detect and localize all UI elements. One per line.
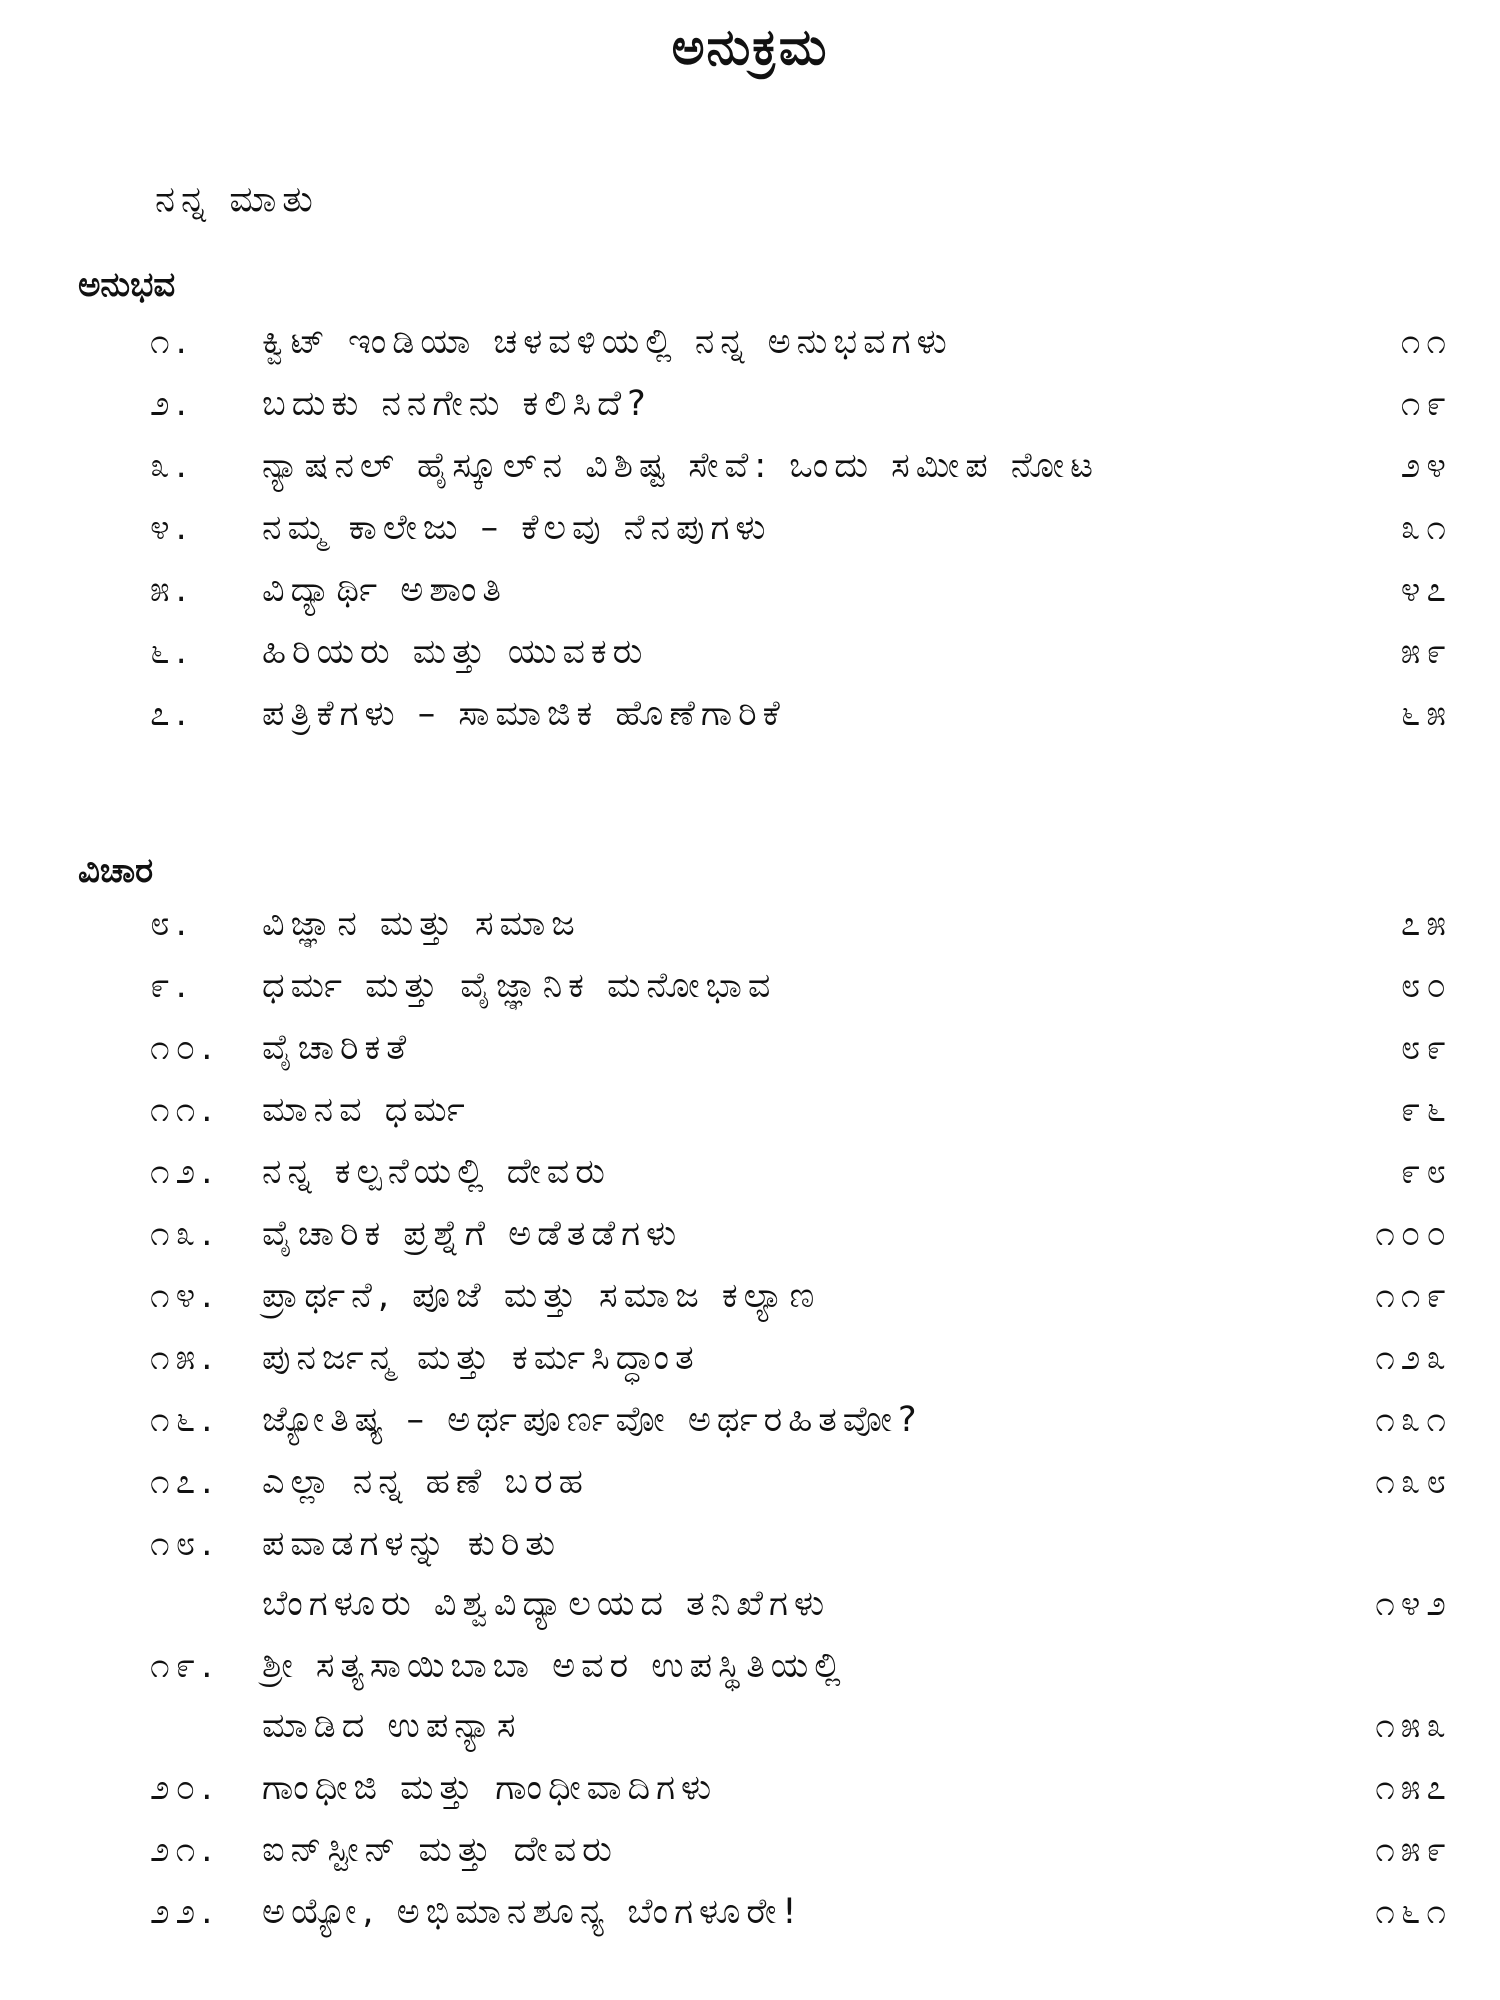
entry-page: ೩೧: [1400, 508, 1452, 548]
entry-number: ೧೯.: [150, 1646, 219, 1686]
entry-number: ೨.: [150, 384, 193, 424]
entry-number: ೧೧.: [150, 1090, 219, 1130]
entry-title: ವೈಚಾರಿಕತೆ: [262, 1028, 413, 1068]
entry-number: ೧೪.: [150, 1276, 219, 1316]
entry-page: ೧೫೯: [1375, 1830, 1452, 1870]
entry-title: ವೈಚಾರಿಕ ಪ್ರಶ್ನೆಗೆ ಅಡೆತಡೆಗಳು: [262, 1214, 683, 1254]
entry-title: ಮಾನವ ಧರ್ಮ: [262, 1090, 471, 1130]
entry-number: ೪.: [150, 508, 193, 548]
page-title: ಅನುಕ್ರಮ: [671, 18, 829, 76]
entry-page: ೯೬: [1400, 1090, 1452, 1130]
entry-title-continued: ಮಾಡಿದ ಉಪನ್ಯಾಸ: [262, 1706, 522, 1746]
entry-number: ೧೮.: [150, 1524, 219, 1564]
entry-page: ೧೩೮: [1375, 1462, 1452, 1502]
entry-page: ೬೫: [1400, 694, 1452, 734]
entry-title: ಜ್ಯೋತಿಷ್ಯ – ಅರ್ಥಪೂರ್ಣವೋ ಅರ್ಥರಹಿತವೋ?: [262, 1400, 923, 1440]
entry-number: ೧.: [150, 322, 193, 362]
entry-title: ಪುನರ್ಜನ್ಮ ಮತ್ತು ಕರ್ಮಸಿದ್ಧಾಂತ: [262, 1338, 700, 1378]
entry-title: ನನ್ನ ಕಲ್ಪನೆಯಲ್ಲಿ ದೇವರು: [262, 1152, 611, 1192]
entry-title: ನ್ಯಾಷನಲ್ ಹೈಸ್ಕೂಲ್‌ನ ವಿಶಿಷ್ಟ ಸೇವೆ: ಒಂದು ಸಮೀಪ ನೋಟ: [262, 446, 1099, 486]
entry-page: ೪೭: [1400, 570, 1452, 610]
entry-number: ೨೧.: [150, 1830, 219, 1870]
entry-page: ೧೫೭: [1375, 1768, 1452, 1808]
entry-number: ೯.: [150, 966, 193, 1006]
entry-title: ಧರ್ಮ ಮತ್ತು ವೈಜ್ಞಾನಿಕ ಮನೋಭಾವ: [262, 966, 777, 1006]
entry-number: ೧೨.: [150, 1152, 219, 1192]
entry-title: ಪತ್ರಿಕೆಗಳು – ಸಾಮಾಜಿಕ ಹೊಣೆಗಾರಿಕೆ: [262, 694, 786, 734]
entry-page: ೮೯: [1400, 1028, 1452, 1068]
preface-entry: ನನ್ನ ಮಾತು: [155, 179, 319, 220]
entry-title: ವಿದ್ಯಾರ್ಥಿ ಅಶಾಂತಿ: [262, 570, 507, 610]
entry-number: ೨೦.: [150, 1768, 219, 1808]
entry-number: ೮.: [150, 904, 193, 944]
entry-number: ೩.: [150, 446, 193, 486]
entry-page: ೧೧: [1400, 322, 1452, 362]
entry-page: ೨೪: [1400, 446, 1452, 486]
entry-page: ೯೮: [1400, 1152, 1452, 1192]
entry-title-continued: ಬೆಂಗಳೂರು ವಿಶ್ವವಿದ್ಯಾಲಯದ ತನಿಖೆಗಳು: [262, 1584, 831, 1624]
entry-page: ೧೧೯: [1375, 1276, 1452, 1316]
entry-page: ೧೩೧: [1375, 1400, 1452, 1440]
entry-title: ಎಲ್ಲಾ ನನ್ನ ಹಣೆ ಬರಹ: [262, 1462, 589, 1502]
section-heading-vichara: ವಿಚಾರ: [78, 851, 154, 891]
entry-page: ೧೪೨: [1375, 1584, 1452, 1624]
entry-title: ಹಿರಿಯರು ಮತ್ತು ಯುವಕರು: [262, 632, 649, 672]
entry-number: ೭.: [150, 694, 193, 734]
entry-number: ೨೨.: [150, 1892, 219, 1932]
entry-number: ೧೭.: [150, 1462, 219, 1502]
entry-page: ೧೫೩: [1375, 1706, 1452, 1746]
entry-title: ವಿಜ್ಞಾನ ಮತ್ತು ಸಮಾಜ: [262, 904, 581, 944]
entry-number: ೬.: [150, 632, 193, 672]
entry-title: ಬದುಕು ನನಗೇನು ಕಲಿಸಿದೆ?: [262, 384, 652, 424]
entry-title: ಶ್ರೀ ಸತ್ಯಸಾಯಿಬಾಬಾ ಅವರ ಉಪಸ್ಥಿತಿಯಲ್ಲಿ: [262, 1646, 847, 1686]
entry-number: ೫.: [150, 570, 193, 610]
section-heading-anubhava: ಅನುಭವ: [78, 265, 176, 305]
entry-title: ನಮ್ಮ ಕಾಲೇಜು – ಕೆಲವು ನೆನಪುಗಳು: [262, 508, 772, 548]
entry-page: ೮೦: [1400, 966, 1452, 1006]
entry-number: ೧೩.: [150, 1214, 219, 1254]
entry-page: ೧೨೩: [1375, 1338, 1452, 1378]
entry-title: ಕ್ವಿಟ್ ಇಂಡಿಯಾ ಚಳವಳಿಯಲ್ಲಿ ನನ್ನ ಅನುಭವಗಳು: [262, 322, 953, 362]
entry-title: ಅಯ್ಯೋ, ಅಭಿಮಾನಶೂನ್ಯ ಬೆಂಗಳೂರೇ!: [262, 1892, 803, 1932]
entry-page: ೭೫: [1400, 904, 1452, 944]
entry-number: ೧೫.: [150, 1338, 219, 1378]
entry-title: ಗಾಂಧೀಜಿ ಮತ್ತು ಗಾಂಧೀವಾದಿಗಳು: [262, 1768, 718, 1808]
entry-title: ಐನ್‌ಸ್ಟೀನ್ ಮತ್ತು ದೇವರು: [262, 1830, 618, 1870]
entry-number: ೧೬.: [150, 1400, 219, 1440]
entry-page: ೧೦೦: [1375, 1214, 1452, 1254]
entry-number: ೧೦.: [150, 1028, 219, 1068]
entry-page: ೫೯: [1400, 632, 1452, 672]
entry-title: ಪ್ರಾರ್ಥನೆ, ಪೂಜೆ ಮತ್ತು ಸಮಾಜ ಕಲ್ಯಾಣ: [262, 1276, 821, 1316]
entry-title: ಪವಾಡಗಳನ್ನು ಕುರಿತು: [262, 1524, 561, 1564]
entry-page: ೧೯: [1400, 384, 1452, 424]
entry-page: ೧೬೧: [1375, 1892, 1452, 1932]
